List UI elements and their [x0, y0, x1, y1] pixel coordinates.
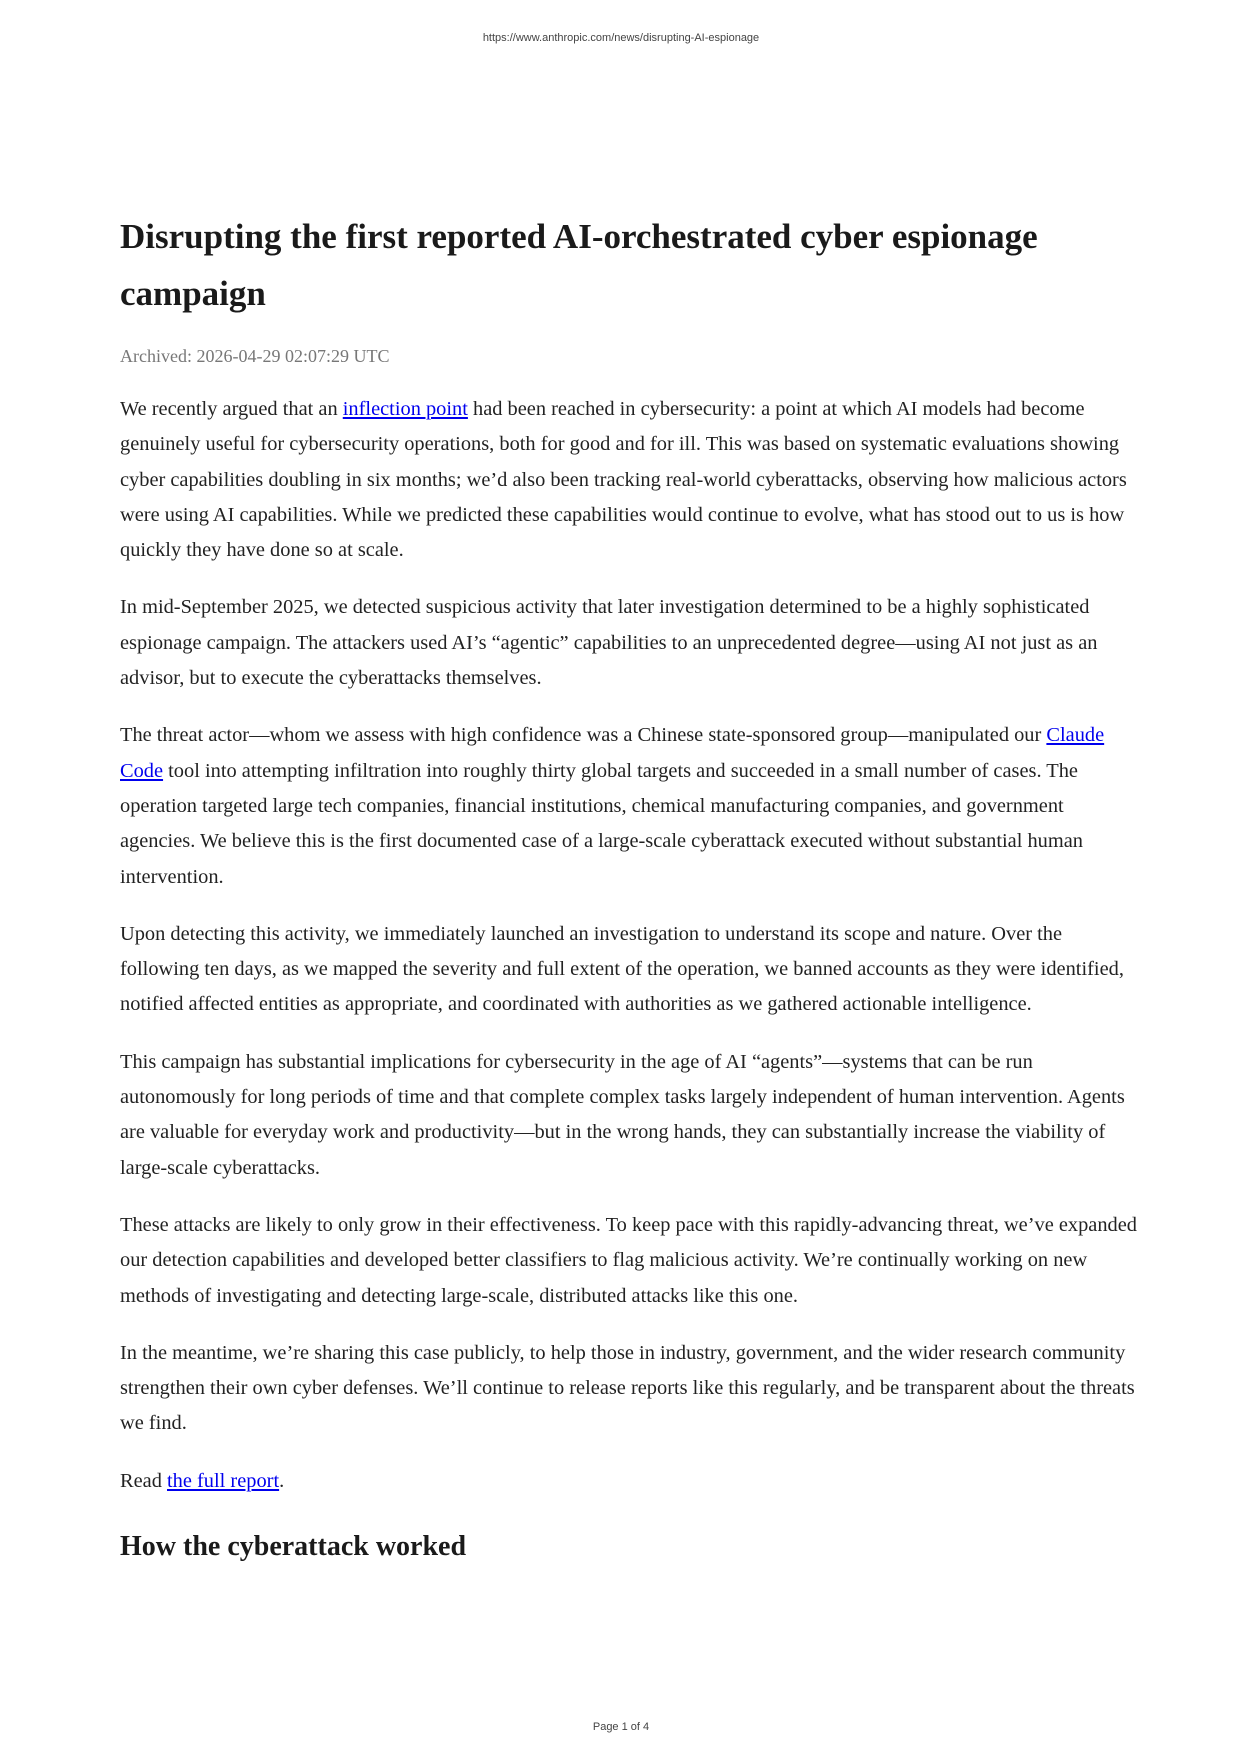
paragraph-7: In the meantime, we’re sharing this case publicly, to help those in industry, government, and the wider research community strengthen their own cyber defenses. We’ll continue to release reports like this regularly, and be transparent about the threats we find. — [120, 1341, 1135, 1435]
paragraph-6: These attacks are likely to only grow in their effectiveness. To keep pace with this rapidly-advancing threat, we’ve expanded our detection capabilities and developed better classifiers to flag malicious activity. We’re continually working on new methods of investigating and detecting large-scale, distributed attacks like this one. — [120, 1213, 1137, 1307]
paragraph-4: Upon detecting this activity, we immediately launched an investigation to understand its scope and nature. Over the following ten days, as we mapped the severity and full extent of the operation, we banned accounts as they were identified, notified affected entities as appropriate, and coordinated with authorities as we gathered actionable intelligence. — [120, 922, 1124, 1016]
page-number: Page 1 of 4 — [592, 1721, 650, 1733]
text: had been reached in cybersecurity: a point at which AI models had become genuinely useful for cybersecurity operations, both for good and for ill. This was based on systematic evaluations showing cyber capabilities doubling in six months; we’d also been tracking real-world cyberattacks, observing how malicious actors were using AI capabilities. While we predicted these capabilities would continue to evolve, what has stood out to us is how quickly they have done so at scale. — [120, 398, 1127, 562]
article-title: Disrupting the first reported AI-orchestrated cyber espionage campaign — [120, 217, 1038, 313]
article — [120, 208, 1144, 1567]
paragraph-5: This campaign has substantial implications for cybersecurity in the age of AI “agents”—systems that can be run autonomously for long periods of time and that complete complex tasks largely independent of human intervention. Agents are valuable for everyday work and productivity—but in the wrong hands, they can substantially increase the viability of large-scale cyberattacks. — [120, 1050, 1125, 1179]
text: We recently argued that an — [120, 398, 343, 420]
claude-code-link[interactable]: Claude Code — [120, 724, 1105, 782]
section-heading: How the cyberattack worked — [120, 1531, 467, 1563]
text: Read — [120, 1469, 167, 1492]
article-body — [120, 392, 1144, 1567]
paragraph-read-report — [120, 1464, 1144, 1499]
archived-timestamp: Archived: 2026-04-29 02:07:29 UTC — [120, 346, 390, 366]
full-report-link[interactable]: the full report — [167, 1469, 280, 1492]
paragraph-2: In mid-September 2025, we detected suspicious activity that later investigation determined to be a highly sophisticated espionage campaign. The attackers used AI’s “agentic” capabilities to an unprecedented degree—using AI not just as an advisor, but to execute the cyberattacks themselves. — [120, 596, 1098, 690]
paragraph-1 — [120, 392, 1144, 568]
paragraph-3 — [120, 718, 1144, 894]
text: . — [279, 1469, 285, 1492]
text: tool into attempting infiltration into roughly thirty global targets and succeeded in a small number of cases. The operation targeted large tech companies, financial institutions, chemical manufacturing companies, and government agencies. We believe this is the first documented case of a large-scale cyberattack executed without substantial human intervention. — [120, 759, 1083, 888]
text: The threat actor—whom we assess with high confidence was a Chinese state-sponsored group—manipulated our — [120, 724, 1047, 747]
inflection-point-link[interactable]: inflection point — [342, 398, 468, 420]
page-url: https://www.anthropic.com/news/disrupting-AI-espionage — [482, 32, 760, 44]
